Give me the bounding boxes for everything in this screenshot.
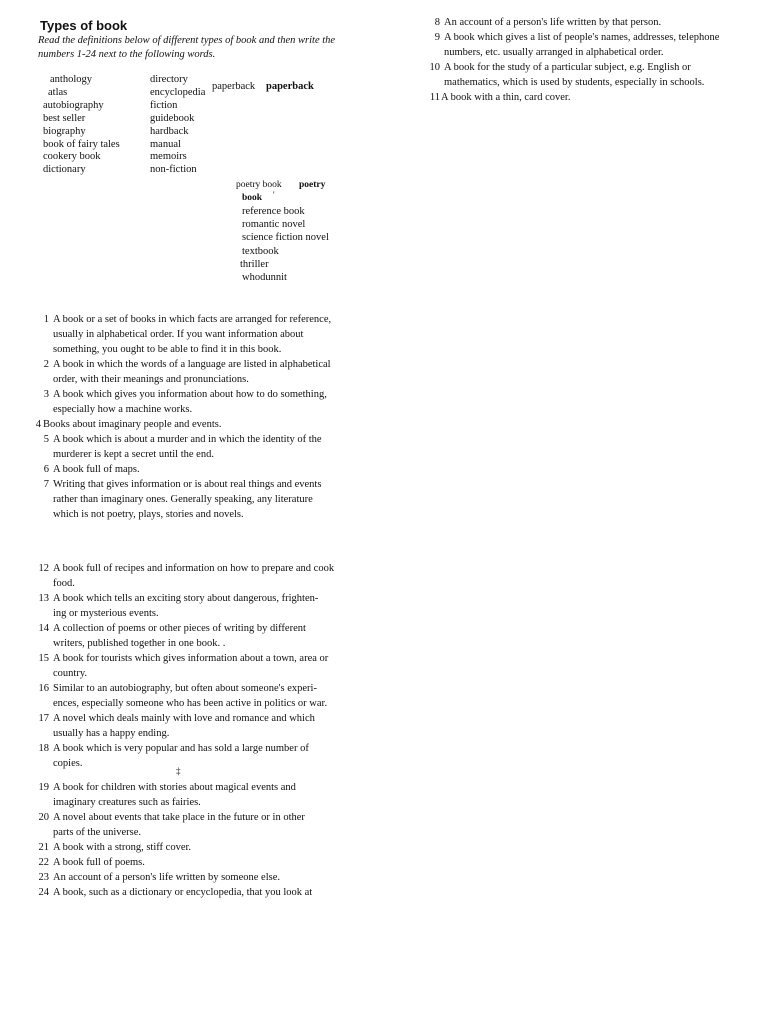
definition-text: A book or a set of books in which facts are arranged for reference, usually in alphabetical order. If you want information about something, you ought to be able to find it in this book. [53,314,332,355]
definition-text: A collection of poems or other pieces of writing by different writers, published together in one book. . [53,623,306,649]
word-item: manual [150,138,181,150]
definition-item [34,681,346,711]
definition-item [34,651,346,681]
instructions: Read the definitions below of different types of book and then write the numbers 1-24 next to the following words. [38,35,336,60]
definition-item [34,621,346,651]
definition-text: An account of a person's life written by that person. [444,17,662,28]
word-item: whodunnit [242,272,287,284]
word-item: memoirs [150,151,187,163]
word-item: reference book [242,206,305,217]
definition-text: A book full of recipes and information on how to prepare and cook food. [53,563,335,589]
definition-item [34,711,346,741]
definition-item [34,840,346,855]
definitions-8-11 [424,15,744,105]
definition-item [424,30,744,60]
definition-text: A book for the study of a particular subject, e.g. English or mathematics, which is used by students, especially in schools. [444,62,705,88]
definition-number: 14 [38,623,49,634]
definition-text: A book full of maps. [53,464,140,475]
definitions-12-24 [34,561,346,930]
definition-text: A book which gives you information about how to do something, especially how a machine works. [53,389,327,415]
definition-text: A book with a strong, stiff cover. [53,842,192,853]
word-poetry-bold: poetry [299,180,326,190]
definition-number: 12 [38,563,49,574]
word-item: dictionary [43,164,86,176]
definition-number: 22 [38,857,49,868]
definition-text: A book with a thin, card cover. [441,92,571,103]
tick-mark: ' [273,190,275,200]
definition-item [34,885,346,900]
definition-number: 19 [38,782,49,793]
definition-item [34,477,344,522]
definition-number: 17 [38,713,49,724]
definition-text [53,900,346,930]
definition-text: Books about imaginary people and events. [43,419,222,430]
word-item: fiction [150,99,178,111]
definition-item [424,90,744,105]
word-item: autobiography [43,99,104,111]
word-item: thriller [240,258,269,270]
definition-number: 11 [429,92,440,103]
definition-text: A book in which the words of a language are listed in alphabetical order, with their meanings and pronunciations. [53,359,331,385]
definition-text: Writing that gives information or is about real things and events rather than imaginary ones. Generally speaking, any literature which is not poetry, plays, stories and novels. [53,479,322,520]
definition-number: 10 [429,62,440,73]
dagger-mark: ‡ [176,766,181,776]
word-book-bold: book [242,193,263,203]
word-item: atlas [48,86,68,98]
definition-number: 15 [38,653,49,664]
definition-text: A book, such as a dictionary or encyclopedia, that you look at [53,887,313,898]
definitions-1-7 [34,312,344,522]
definition-text: A book for children with stories about magical events and imaginary creatures such as fairies. [53,782,296,808]
definition-item [424,60,744,90]
word-item: guidebook [150,112,195,124]
word-item: romantic novel [242,219,306,231]
definition-item [34,870,346,885]
word-paperback-bold: paperback [266,81,314,92]
definition-text: A book which is about a murder and in which the identity of the murderer is kept a secret until the end. [53,434,322,460]
word-item: cookery book [43,151,101,163]
definition-text: A book full of poems. [53,857,145,868]
definition-number: 4 [35,419,41,430]
definition-item [34,462,344,477]
definition-item [34,417,344,432]
word-paperback: paperback [212,81,256,92]
definition-item [34,432,344,462]
definition-number: 8 [434,17,440,28]
definition-text: A novel which deals mainly with love and romance and which usually has a happy ending. [53,713,315,739]
definition-item [34,780,346,810]
word-list-column-1 [43,74,120,177]
word-item: best seller [43,112,86,124]
definition-item [34,387,344,417]
page-title: Types of book [40,18,128,33]
word-item: hardback [150,125,189,137]
definition-item [34,900,346,930]
definition-number: 5 [43,434,49,445]
definition-number: 9 [434,32,440,43]
definition-number: 7 [43,479,49,490]
definition-number: 16 [38,683,49,694]
definition-number: 1 [43,314,49,325]
word-list-column-3 [242,205,329,284]
word-item: anthology [50,74,92,85]
definition-number: 2 [43,359,49,370]
definition-number: 24 [38,887,49,898]
definition-number: 23 [38,872,49,883]
definition-number [34,900,53,930]
definition-number: 13 [38,593,49,604]
definition-item [34,810,346,840]
definition-item [424,15,744,30]
word-item: encyclopedia [150,86,206,98]
definition-item [34,357,344,387]
word-item: biography [43,125,86,137]
definition-item [34,561,346,591]
definition-item [34,591,346,621]
definition-text: A book which tells an exciting story about dangerous, frighten- ing or mysterious events. [53,593,319,619]
definition-item [34,312,344,357]
definition-text: A book for tourists which gives information about a town, area or country. [53,653,329,679]
word-poetry-book: poetry book [236,180,282,190]
definition-number: 3 [43,389,49,400]
word-item: book of fairy tales [43,138,120,150]
definition-number: 21 [38,842,49,853]
definition-text: A book which gives a list of people's names, addresses, telephone numbers, etc. usually arranged in alphabetical order. [444,32,720,58]
word-item: non-fiction [150,164,197,176]
definition-number: 20 [38,812,49,823]
definition-text: A book which is very popular and has sold a large number of copies. [53,743,309,769]
dagger-mark-row [34,768,346,780]
definition-item [34,741,346,768]
definition-text: A novel about events that take place in the future or in other parts of the universe. [53,812,305,838]
definition-number: 18 [38,743,49,754]
word-item: directory [150,74,188,85]
word-list-column-2 [150,74,205,177]
definition-text: Similar to an autobiography, but often about someone's experi- ences, especially someone who has been active in politics or war. [53,683,328,709]
definition-item [34,855,346,870]
word-item: science fiction novel [242,232,329,244]
word-item: textbook [242,245,279,257]
definition-text: An account of a person's life written by someone else. [53,872,280,883]
definition-number: 6 [43,464,49,475]
